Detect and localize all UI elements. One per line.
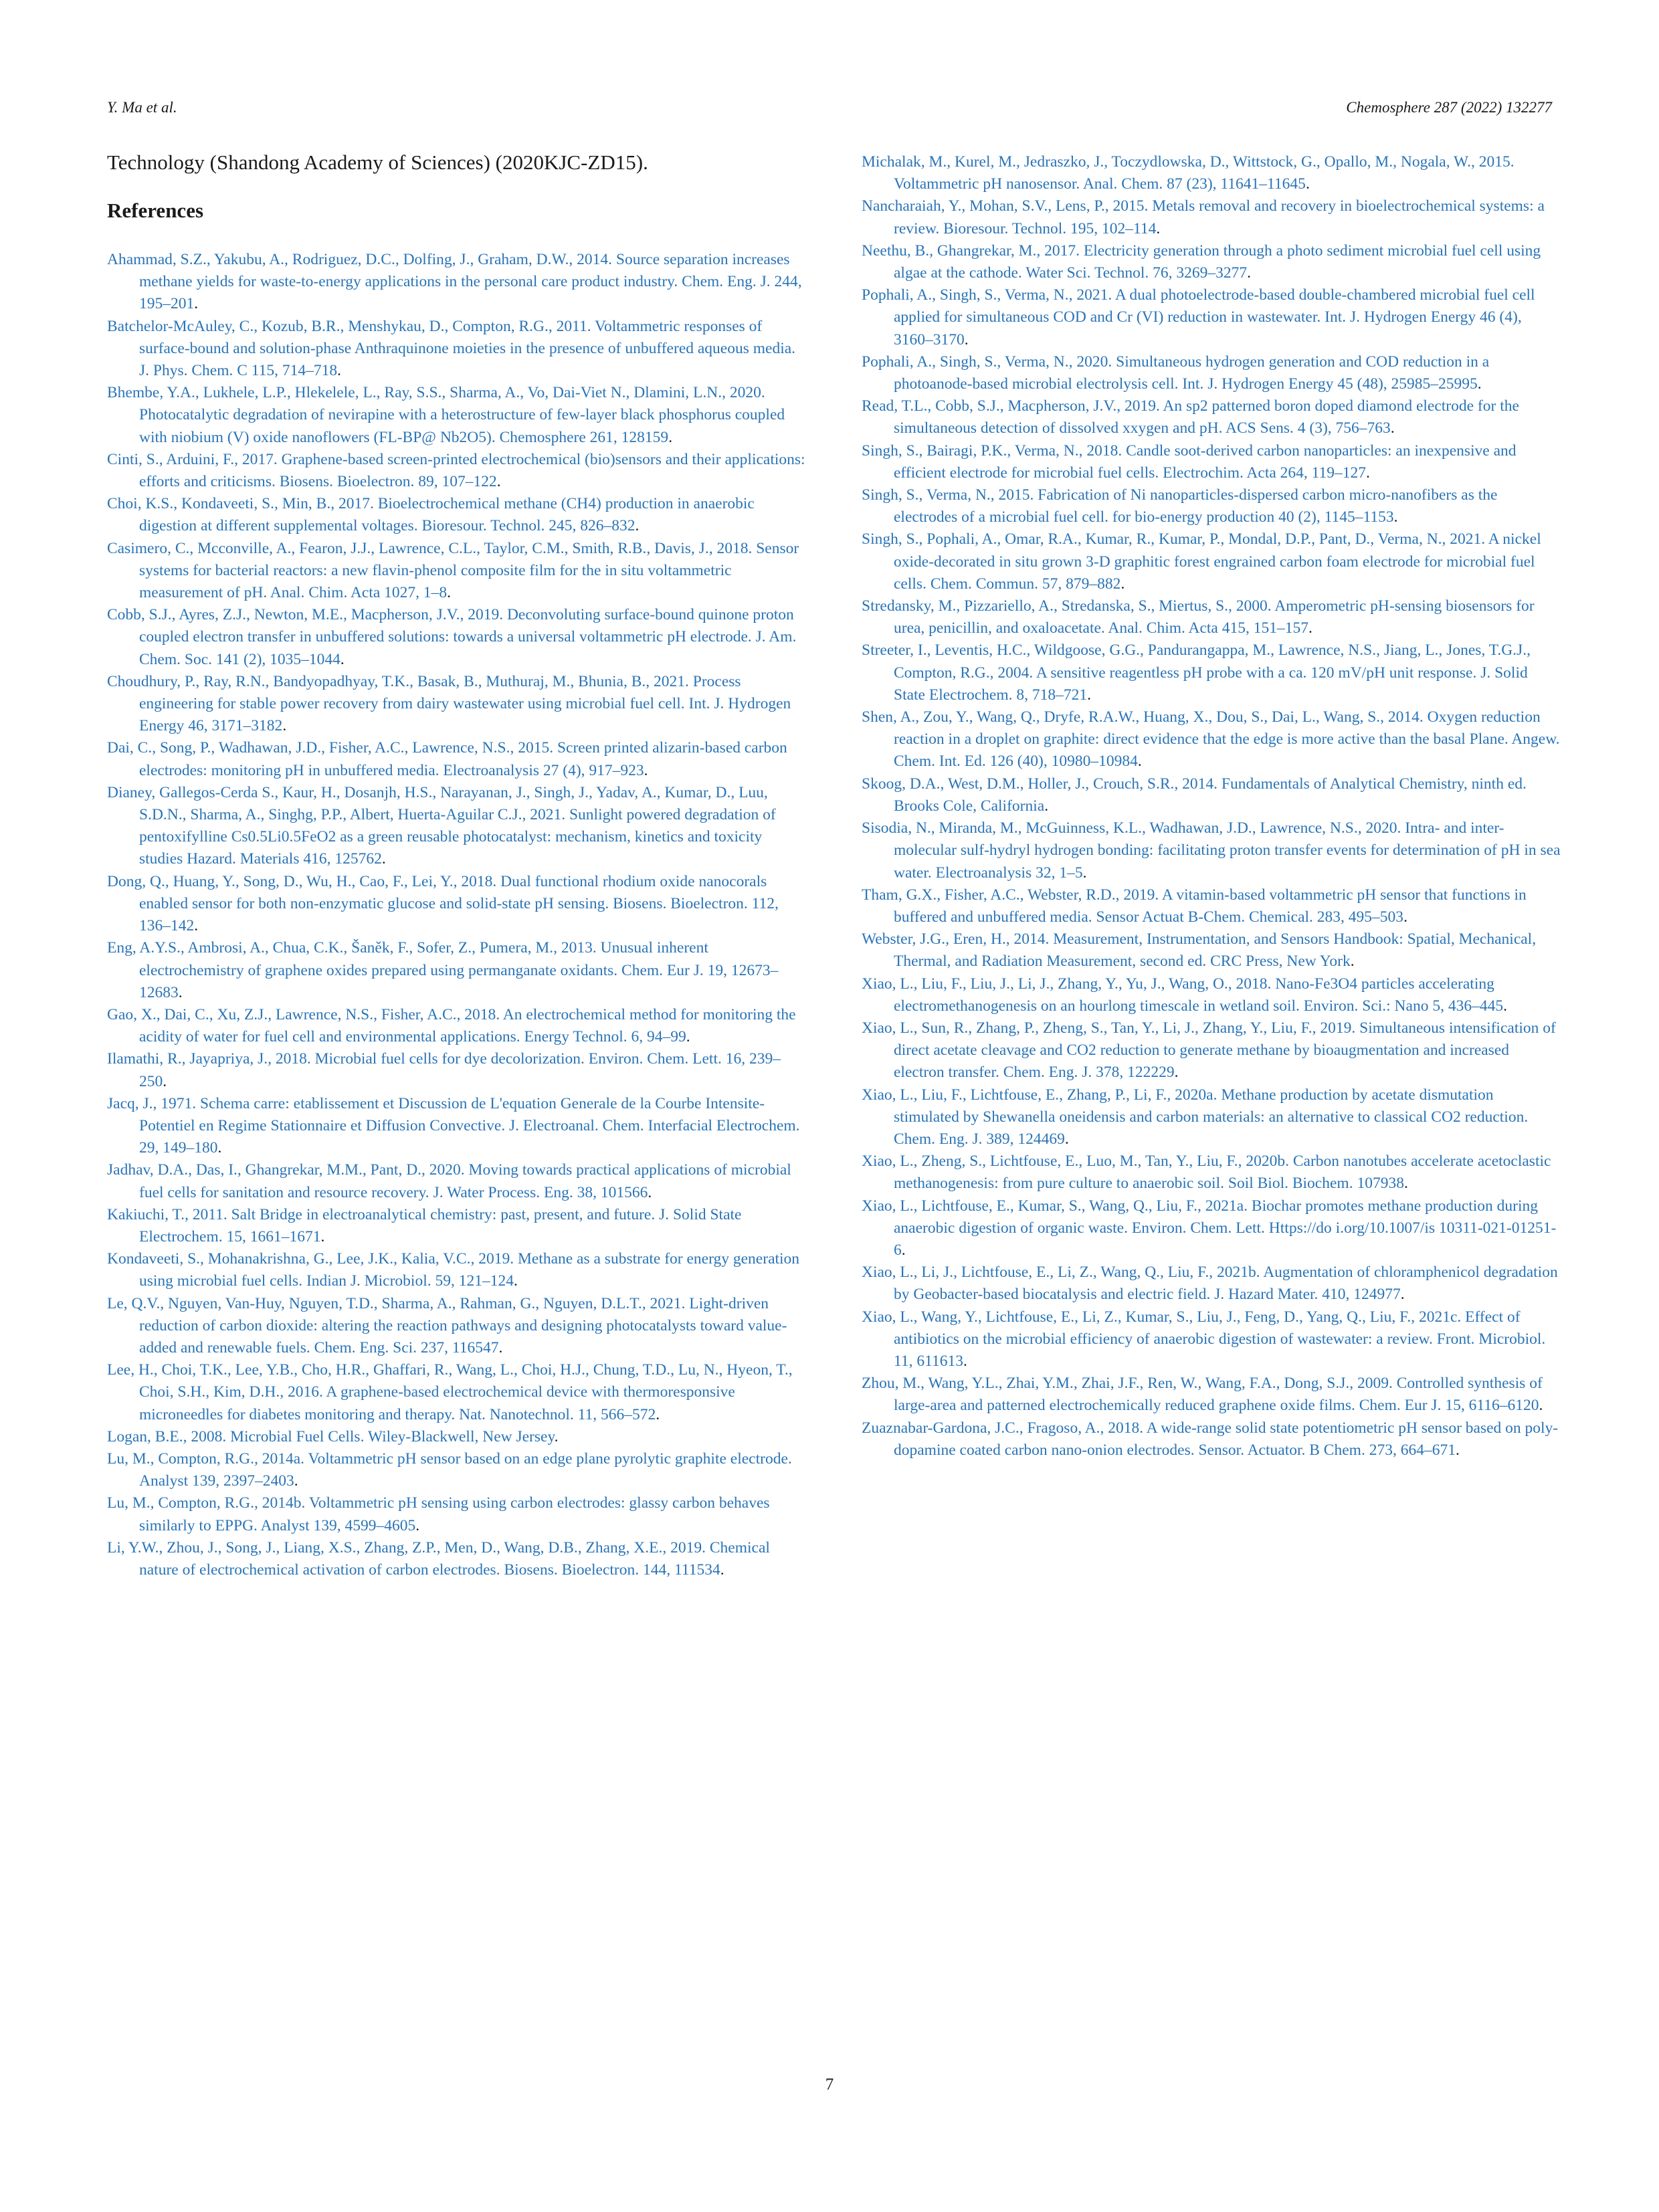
reference-entry[interactable] <box>862 1373 1561 1417</box>
reference-entry[interactable] <box>862 706 1561 773</box>
reference-text[interactable]: Xiao, L., Sun, R., Zhang, P., Zheng, S., Tan, Y., Li, J., Zhang, Y., Liu, F., 2019. Simultaneous intensification of direct acetate cleavage and CO2 reduction to generate methane by bioaugmentation and increased electron transfer. Chem. Eng. J. 378, 122229 <box>862 1019 1556 1082</box>
reference-entry[interactable] <box>107 538 806 605</box>
reference-terminator: . <box>901 1241 906 1259</box>
reference-terminator: . <box>217 1139 222 1157</box>
reference-terminator: . <box>415 1516 420 1534</box>
reference-text[interactable]: Zhou, M., Wang, Y.L., Zhai, Y.M., Zhai, J.F., Ren, W., Wang, F.A., Dong, S.J., 2009. Controlled synthesis of large-area and patterned electrochemically reduced graphene oxide films. Chem. Eur J. 15, 6116–6120 <box>862 1375 1543 1415</box>
reference-text[interactable]: Read, T.L., Cobb, S.J., Macpherson, J.V., 2019. An sp2 patterned boron doped diamond electrode for the simultaneous detection of dissolved xxygen and pH. ACS Sens. 4 (3), 756–763 <box>862 397 1519 437</box>
reference-terminator: . <box>381 850 386 868</box>
reference-entry[interactable] <box>107 1426 806 1448</box>
reference-text[interactable]: Cinti, S., Arduini, F., 2017. Graphene-based screen-printed electrochemical (bio)sensors and their applications: efforts and criticisms. Biosens. Bioelectron. 89, 107–122 <box>107 450 805 491</box>
reference-terminator: . <box>1064 1130 1069 1148</box>
reference-text[interactable]: Lee, H., Choi, T.K., Lee, Y.B., Cho, H.R., Ghaffari, R., Wang, L., Choi, H.J., Chung, T.D., Lu, N., Hyeon, T., Choi, S.H., Kim, D.H., 2016. A graphene-based electrochemical device with thermoresponsive microneedles for diabetes monitoring and therapy. Nat. Nanotechnol. 11, 566–572 <box>107 1361 793 1423</box>
reference-terminator: . <box>1137 752 1142 771</box>
reference-entry[interactable] <box>107 1048 806 1092</box>
reference-text[interactable]: Kondaveeti, S., Mohanakrishna, G., Lee, J.K., Kalia, V.C., 2019. Methane as a substrate for energy generation using microbial fuel cells. Indian J. Microbiol. 59, 121–124 <box>107 1250 800 1290</box>
reference-terminator: . <box>1403 1175 1408 1193</box>
reference-terminator: . <box>282 717 287 735</box>
reference-terminator: . <box>1174 1064 1179 1082</box>
acknowledgement-text: Technology (Shandong Academy of Sciences) (2020KJC-ZD15). <box>107 150 648 174</box>
reference-text[interactable]: Michalak, M., Kurel, M., Jedraszko, J., Toczydlowska, D., Wittstock, G., Opallo, M., Nogala, W., 2015. Voltammetric pH nanosensor. Anal. Chem. 87 (23), 11641–11645 <box>862 153 1515 193</box>
reference-terminator: . <box>178 983 183 1001</box>
reference-terminator: . <box>194 295 199 313</box>
reference-entry[interactable] <box>862 1262 1561 1306</box>
reference-list-left <box>107 249 806 1581</box>
reference-entry[interactable] <box>862 1417 1561 1462</box>
reference-entry[interactable] <box>862 151 1561 195</box>
reference-entry[interactable] <box>862 973 1561 1017</box>
reference-text[interactable]: Nancharaiah, Y., Mohan, S.V., Lens, P., 2015. Metals removal and recovery in bioelectrochemical systems: a review. Bioresour. Technol. 195, 102–114 <box>862 197 1545 237</box>
reference-text[interactable]: Li, Y.W., Zhou, J., Song, J., Liang, X.S., Zhang, Z.P., Men, D., Wang, D.B., Zhang, X.E., 2019. Chemical nature of electrochemical activation of carbon electrodes. Biosens. Bioelectron. 144, 111534 <box>107 1538 770 1579</box>
reference-text[interactable]: Webster, J.G., Eren, H., 2014. Measurement, Instrumentation, and Sensors Handbook: Spatial, Mechanical, Thermal, and Radiation Measurement, second ed. CRC Press, New York <box>862 930 1537 971</box>
header-journal: Chemosphere 287 (2022) 132277 <box>1346 99 1552 116</box>
reference-text[interactable]: Cobb, S.J., Ayres, Z.J., Newton, M.E., Macpherson, J.V., 2019. Deconvoluting surface-bound quinone proton coupled electron transfer in unbuffered solutions: towards a universal voltammetric pH electrode. J. Am. Chem. Soc. 141 (2), 1035–1044 <box>107 606 797 668</box>
reference-list-right <box>862 151 1561 1462</box>
reference-entry[interactable] <box>107 1159 806 1203</box>
reference-terminator: . <box>447 584 452 602</box>
reference-entry[interactable] <box>107 604 806 671</box>
reference-entry[interactable] <box>862 351 1561 395</box>
reference-text[interactable]: Batchelor-McAuley, C., Kozub, B.R., Menshykau, D., Compton, R.G., 2011. Voltammetric responses of surface-bound and solution-phase Anthraquinone moieties in the presence of unbuffered aqueous media. J. Phys. Chem. C 115, 714–718 <box>107 317 796 380</box>
reference-entry[interactable] <box>107 1248 806 1292</box>
reference-text[interactable]: Lu, M., Compton, R.G., 2014b. Voltammetric pH sensing using carbon electrodes: glassy carbon behaves similarly to EPPG. Analyst 139, 4599–4605 <box>107 1494 770 1534</box>
reference-terminator: . <box>635 517 640 535</box>
reference-text[interactable]: Logan, B.E., 2008. Microbial Fuel Cells. Wiley-Blackwell, New Jersey <box>107 1427 555 1445</box>
right-column <box>862 148 1561 1462</box>
left-column <box>107 148 806 1581</box>
reference-text[interactable]: Dong, Q., Huang, Y., Song, D., Wu, H., Cao, F., Lei, Y., 2018. Dual functional rhodium oxide nanocorals enabled sensor for both non-enzymatic glucose and solid-state pH sensing. Biosens. Bioelectron. 112, 136–142 <box>107 872 779 935</box>
reference-terminator: . <box>163 1072 167 1090</box>
reference-entry[interactable] <box>107 937 806 1004</box>
reference-entry[interactable] <box>862 1306 1561 1373</box>
reference-terminator: . <box>320 1227 325 1245</box>
reference-terminator: . <box>514 1272 518 1290</box>
reference-entry[interactable] <box>107 1204 806 1248</box>
reference-entry[interactable] <box>107 382 806 449</box>
reference-text[interactable]: Ilamathi, R., Jayapriya, J., 2018. Microbial fuel cells for dye decolorization. Environ. Chem. Lett. 16, 239–250 <box>107 1050 781 1090</box>
reference-text[interactable]: Kakiuchi, T., 2011. Salt Bridge in electroanalytical chemistry: past, present, and future. J. Solid State Electrochem. 15, 1661–1671 <box>107 1205 742 1245</box>
reference-text[interactable]: Xiao, L., Zheng, S., Lichtfouse, E., Luo, M., Tan, Y., Liu, F., 2020b. Carbon nanotubes accelerate acetoclastic methanogenesis: from pure culture to anaerobic soil. Soil Biol. Biochem. 107938 <box>862 1152 1551 1193</box>
reference-text[interactable]: Singh, S., Bairagi, P.K., Verma, N., 2018. Candle soot-derived carbon nanoparticles: an inexpensive and efficient electrode for microbial fuel cells. Electrochim. Acta 264, 119–127 <box>862 441 1517 482</box>
reference-text[interactable]: Casimero, C., Mcconville, A., Fearon, J.J., Lawrence, C.L., Taylor, C.M., Smith, R.B., Davis, J., 2018. Sensor systems for bacterial reactors: a new flavin-phenol composite film for the in situ voltammetric measurement of pH. Anal. Chim. Acta 1027, 1–8 <box>107 539 799 602</box>
reference-text[interactable]: Eng, A.Y.S., Ambrosi, A., Chua, C.K., Šaněk, F., Sofer, Z., Pumera, M., 2013. Unusual inherent electrochemistry of graphene oxides prepared using permanganate oxidants. Chem. Eur J. 19, 12673–12683 <box>107 939 779 1001</box>
reference-terminator: . <box>1308 619 1312 637</box>
reference-entry[interactable] <box>862 195 1561 239</box>
reference-terminator: . <box>1390 419 1395 437</box>
reference-text[interactable]: Dianey, Gallegos-Cerda S., Kaur, H., Dosanjh, H.S., Narayanan, J., Singh, J., Yadav, A., Kumar, D., Luu, S.D.N., Sharma, A., Singhg, P.P., Albert, Huerta-Aguilar C.J., 2021. Sunlight powered degradation of pentoxifylline Cs0.5Li0.5FeO2 as a green reusable photocatalyst: mechanism, kinetics and toxicity studies Hazard. Materials 416, 125762 <box>107 783 776 868</box>
reference-terminator: . <box>656 1405 660 1423</box>
reference-terminator: . <box>686 1028 690 1046</box>
reference-entry[interactable] <box>107 1293 806 1360</box>
reference-entry[interactable] <box>107 1448 806 1492</box>
reference-entry[interactable] <box>862 440 1561 484</box>
reference-terminator: . <box>1082 864 1087 882</box>
reference-terminator: . <box>554 1427 559 1445</box>
running-header <box>107 99 1552 126</box>
reference-text[interactable]: Bhembe, Y.A., Lukhele, L.P., Hlekelele, L., Ray, S.S., Sharma, A., Vo, Dai-Viet N., Dlamini, L.N., 2020. Photocatalytic degradation of nevirapine with a heterostructure of few-layer black phosphorus coupled with niobium (V) oxide nanoflowers (FL-BP@ Nb2O5). Chemosphere 261, 128159 <box>107 384 785 446</box>
reference-text[interactable]: Le, Q.V., Nguyen, Van-Huy, Nguyen, T.D., Sharma, A., Rahman, G., Nguyen, D.L.T., 2021. Light-driven reduction of carbon dioxide: altering the reaction pathways and designing photocatalysts toward value-added and renewable fuels. Chem. Eng. Sci. 237, 116547 <box>107 1294 787 1356</box>
reference-text[interactable]: Xiao, L., Lichtfouse, E., Kumar, S., Wang, Q., Liu, F., 2021a. Biochar promotes methane production during anaerobic digestion of organic waste. Environ. Chem. Lett. Https://do i.org/10.1007/is 10311-021-01251-6 <box>862 1197 1557 1259</box>
reference-terminator: . <box>340 650 345 668</box>
reference-text[interactable]: Pophali, A., Singh, S., Verma, N., 2021. A dual photoelectrode-based double-chambered microbial fuel cell applied for simultaneous COD and Cr (VI) reduction in wastewater. Int. J. Hydrogen Energy 46 (4), 3160–3170 <box>862 286 1535 348</box>
reference-entry[interactable] <box>862 1195 1561 1262</box>
reference-terminator: . <box>498 1338 503 1356</box>
reference-text[interactable]: Shen, A., Zou, Y., Wang, Q., Dryfe, R.A.W., Huang, X., Dou, S., Dai, L., Wang, S., 2014. Oxygen reduction reaction in a droplet on graphite: direct evidence that the edge is more active than the basal Plane. Angew. Chem. Int. Ed. 126 (40), 10980–10984 <box>862 708 1560 771</box>
reference-entry[interactable] <box>107 737 806 781</box>
reference-entry[interactable] <box>107 1492 806 1536</box>
reference-text[interactable]: Jadhav, D.A., Das, I., Ghangrekar, M.M., Pant, D., 2020. Moving towards practical applications of microbial fuel cells for sanitation and resource recovery. J. Water Process. Eng. 38, 101566 <box>107 1161 791 1201</box>
reference-terminator: . <box>648 1183 652 1201</box>
reference-terminator: . <box>294 1472 298 1490</box>
references-heading: References <box>107 199 204 222</box>
reference-text[interactable]: Xiao, L., Liu, F., Liu, J., Li, J., Zhang, Y., Yu, J., Wang, O., 2018. Nano-Fe3O4 particles accelerating electromethanogenesis on an hourlong timescale in wetland soil. Environ. Sci.: Nano 5, 436–445 <box>862 975 1504 1015</box>
reference-entry[interactable] <box>862 884 1561 928</box>
reference-terminator: . <box>1087 686 1091 704</box>
reference-entry[interactable] <box>107 316 806 383</box>
reference-terminator: . <box>1455 1441 1460 1459</box>
reference-terminator: . <box>1477 375 1482 393</box>
reference-terminator: . <box>1044 797 1049 815</box>
reference-entry[interactable] <box>107 1359 806 1426</box>
reference-terminator: . <box>1503 997 1507 1015</box>
reference-text[interactable]: Zuaznabar-Gardona, J.C., Fragoso, A., 2018. A wide-range solid state potentiometric pH sensor based on poly-dopamine coated carbon nano-onion electrodes. Sensor. Actuator. B Chem. 273, 664–671 <box>862 1419 1559 1459</box>
header-authors: Y. Ma et al. <box>107 99 177 116</box>
reference-terminator: . <box>1400 1286 1405 1304</box>
reference-terminator: . <box>1403 908 1407 926</box>
reference-terminator: . <box>1366 464 1370 482</box>
reference-entry[interactable] <box>862 639 1561 706</box>
reference-entry[interactable] <box>107 782 806 871</box>
reference-terminator: . <box>668 428 673 446</box>
reference-entry[interactable] <box>862 817 1561 884</box>
reference-text[interactable]: Sisodia, N., Miranda, M., McGuinness, K.L., Wadhawan, J.D., Lawrence, N.S., 2020. Intra- and inter-molecular sulf-hydryl hydrogen bonding: facilitating proton transfer events for determination of pH in sea water. Electroanalysis 32, 1–5 <box>862 819 1561 882</box>
reference-terminator: . <box>1247 264 1251 282</box>
page-number: 7 <box>825 2076 834 2094</box>
reference-entry[interactable] <box>862 1084 1561 1151</box>
reference-text[interactable]: Lu, M., Compton, R.G., 2014a. Voltammetric pH sensor based on an edge plane pyrolytic graphite electrode. Analyst 139, 2397–2403 <box>107 1449 792 1490</box>
reference-entry[interactable] <box>107 671 806 738</box>
reference-text[interactable]: Singh, S., Verma, N., 2015. Fabrication of Ni nanoparticles-dispersed carbon micro-nanofibers as the electrodes of a microbial fuel cell. for bio-energy production 40 (2), 1145–1153 <box>862 486 1498 526</box>
reference-entry[interactable] <box>862 773 1561 817</box>
reference-terminator: . <box>1156 219 1161 237</box>
reference-text[interactable]: Neethu, B., Ghangrekar, M., 2017. Electricity generation through a photo sediment microbial fuel cell using algae at the cathode. Water Sci. Technol. 76, 3269–3277 <box>862 241 1541 282</box>
reference-terminator: . <box>1305 175 1310 193</box>
reference-terminator: . <box>337 362 342 380</box>
reference-terminator: . <box>496 473 501 491</box>
reference-terminator: . <box>644 761 648 779</box>
reference-entry[interactable] <box>862 1017 1561 1084</box>
reference-terminator: . <box>1350 952 1355 971</box>
reference-entry[interactable] <box>862 284 1561 351</box>
reference-terminator: . <box>720 1561 724 1579</box>
reference-terminator: . <box>964 330 969 348</box>
reference-entry[interactable] <box>107 871 806 938</box>
reference-entry[interactable] <box>107 249 806 316</box>
reference-text[interactable]: Choudhury, P., Ray, R.N., Bandyopadhyay, T.K., Basak, B., Muthuraj, M., Bhunia, B., 2021. Process engineering for stable power recovery from dairy wastewater using microbial fuel cell. Int. J. Hydrogen Energy 46, 3171–3182 <box>107 672 791 735</box>
reference-entry[interactable] <box>862 240 1561 284</box>
reference-entry[interactable] <box>862 928 1561 973</box>
reference-entry[interactable] <box>862 595 1561 639</box>
reference-text[interactable]: Gao, X., Dai, C., Xu, Z.J., Lawrence, N.S., Fisher, A.C., 2018. An electrochemical method for monitoring the acidity of water for fuel cell and environmental applications. Energy Technol. 6, 94–99 <box>107 1005 796 1046</box>
reference-terminator: . <box>194 917 199 935</box>
reference-text[interactable]: Xiao, L., Wang, Y., Lichtfouse, E., Li, Z., Kumar, S., Liu, J., Feng, D., Yang, Q., Liu, F., 2021c. Effect of antibiotics on the microbial efficiency of anaerobic digestion of wastewater: a review. Front. Microbiol. 11, 611613 <box>862 1308 1546 1370</box>
reference-text[interactable]: Ahammad, S.Z., Yakubu, A., Rodriguez, D.C., Dolfing, J., Graham, D.W., 2014. Source separation increases methane yields for waste-to-energy applications in the personal care product industry. Chem. Eng. J. 244, 195–201 <box>107 251 802 313</box>
reference-text[interactable]: Streeter, I., Leventis, H.C., Wildgoose, G.G., Pandurangappa, M., Lawrence, N.S., Jiang, L., Jones, T.G.J., Compton, R.G., 2004. A sensitive reagentless pH probe with a ca. 120 mV/pH unit response. J. Solid State Electrochem. 8, 718–721 <box>862 641 1531 704</box>
reference-text[interactable]: Singh, S., Pophali, A., Omar, R.A., Kumar, R., Kumar, P., Mondal, D.P., Pant, D., Verma, N., 2021. A nickel oxide-decorated in situ grown 3-D graphitic forest engrained carbon foam electrode for microbial fuel cells. Chem. Commun. 57, 879–882 <box>862 530 1541 593</box>
reference-terminator: . <box>1393 508 1398 526</box>
reference-entry[interactable] <box>862 395 1561 439</box>
reference-entry[interactable] <box>862 1150 1561 1195</box>
reference-text[interactable]: Pophali, A., Singh, S., Verma, N., 2020. Simultaneous hydrogen generation and COD reduction in a photoanode-based microbial electrolysis cell. Int. J. Hydrogen Energy 45 (48), 25985–25995 <box>862 353 1490 393</box>
reference-terminator: . <box>1120 575 1125 593</box>
reference-entry[interactable] <box>107 449 806 493</box>
reference-entry[interactable] <box>107 1004 806 1048</box>
reference-text[interactable]: Dai, C., Song, P., Wadhawan, J.D., Fisher, A.C., Lawrence, N.S., 2015. Screen printed alizarin-based carbon electrodes: monitoring pH in unbuffered media. Electroanalysis 27 (4), 917–923 <box>107 739 787 779</box>
reference-text[interactable]: Xiao, L., Liu, F., Lichtfouse, E., Zhang, P., Li, F., 2020a. Methane production by acetate dismutation stimulated by Shewanella oneidensis and carbon materials: an alternative to classical CO2 reduction. Chem. Eng. J. 389, 124469 <box>862 1086 1529 1148</box>
reference-text[interactable]: Tham, G.X., Fisher, A.C., Webster, R.D., 2019. A vitamin-based voltammetric pH sensor that functions in buffered and unbuffered media. Sensor Actuat B-Chem. Chemical. 283, 495–503 <box>862 886 1527 926</box>
reference-entry[interactable] <box>107 493 806 537</box>
reference-text[interactable]: Stredansky, M., Pizzariello, A., Stredanska, S., Miertus, S., 2000. Amperometric pH-sensing biosensors for urea, penicillin, and oxaloacetate. Anal. Chim. Acta 415, 151–157 <box>862 597 1535 637</box>
reference-text[interactable]: Jacq, J., 1971. Schema carre: etablissement et Discussion de L'equation Generale de la Courbe Intensite-Potentiel en Regime Stationnaire et Diffusion Convective. J. Electroanal. Chem. Interfacial Electrochem. 29, 149–180 <box>107 1094 800 1157</box>
reference-entry[interactable] <box>107 1537 806 1581</box>
reference-entry[interactable] <box>862 484 1561 528</box>
reference-text[interactable]: Skoog, D.A., West, D.M., Holler, J., Crouch, S.R., 2014. Fundamentals of Analytical Chemistry, ninth ed. Brooks Cole, California <box>862 775 1527 815</box>
reference-entry[interactable] <box>107 1093 806 1160</box>
reference-entry[interactable] <box>862 528 1561 595</box>
reference-terminator: . <box>1539 1397 1543 1415</box>
reference-text[interactable]: Choi, K.S., Kondaveeti, S., Min, B., 2017. Bioelectrochemical methane (CH4) production in anaerobic digestion at different supplemental voltages. Bioresour. Technol. 245, 826–832 <box>107 495 755 535</box>
reference-text[interactable]: Xiao, L., Li, J., Lichtfouse, E., Li, Z., Wang, Q., Liu, F., 2021b. Augmentation of chloramphenicol degradation by Geobacter-based biocatalysis and electric field. J. Hazard Mater. 410, 124977 <box>862 1264 1558 1304</box>
reference-terminator: . <box>963 1352 967 1370</box>
